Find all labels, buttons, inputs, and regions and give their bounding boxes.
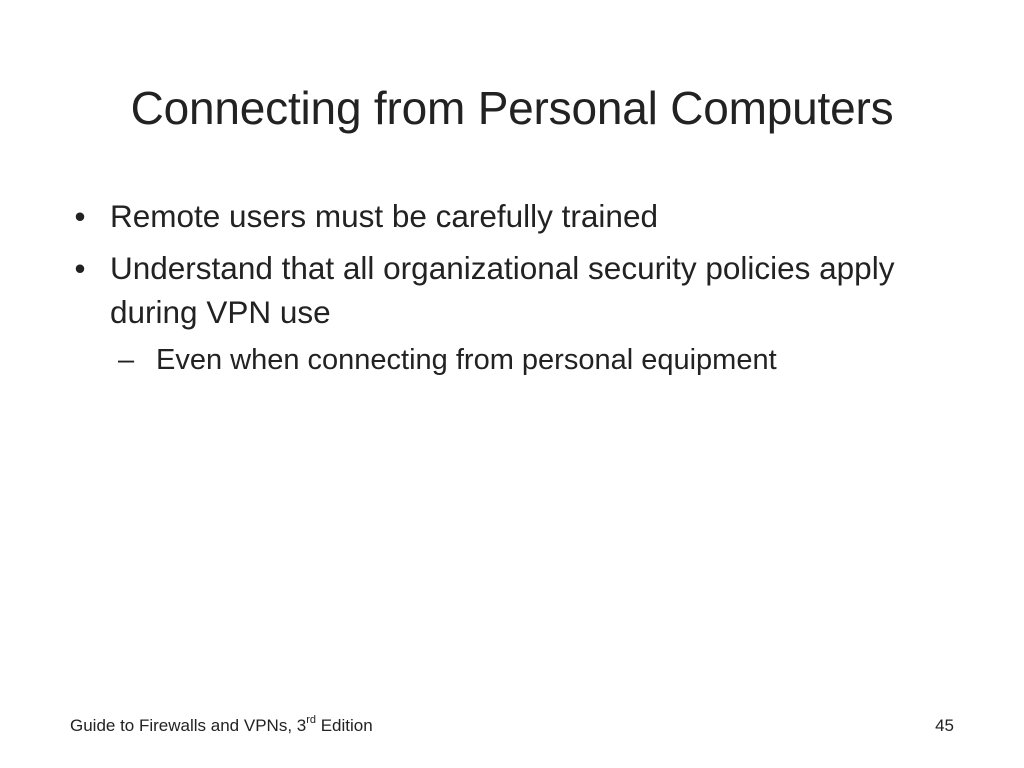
dash-icon: – bbox=[118, 344, 135, 376]
page-number: 45 bbox=[935, 716, 954, 735]
slide-title: Connecting from Personal Computers bbox=[130, 82, 894, 134]
bullet-text: Remote users must be carefully trained bbox=[110, 198, 658, 234]
footer-book-title bbox=[70, 715, 373, 737]
bullet-item bbox=[70, 246, 970, 334]
bullet-list bbox=[70, 194, 970, 380]
bullet-item bbox=[70, 194, 970, 238]
footer-title-prefix: Guide to Firewalls and VPNs, 3 bbox=[70, 716, 307, 735]
sub-bullet-item bbox=[70, 340, 970, 380]
bullet-icon: • bbox=[74, 250, 86, 286]
footer-title-superscript: rd bbox=[306, 714, 316, 727]
footer-title-suffix: Edition bbox=[316, 716, 373, 735]
bullet-text: Understand that all organizational security policies apply during VPN use bbox=[110, 250, 895, 330]
bullet-icon: • bbox=[74, 198, 86, 234]
sub-bullet-text: Even when connecting from personal equipment bbox=[156, 344, 777, 376]
